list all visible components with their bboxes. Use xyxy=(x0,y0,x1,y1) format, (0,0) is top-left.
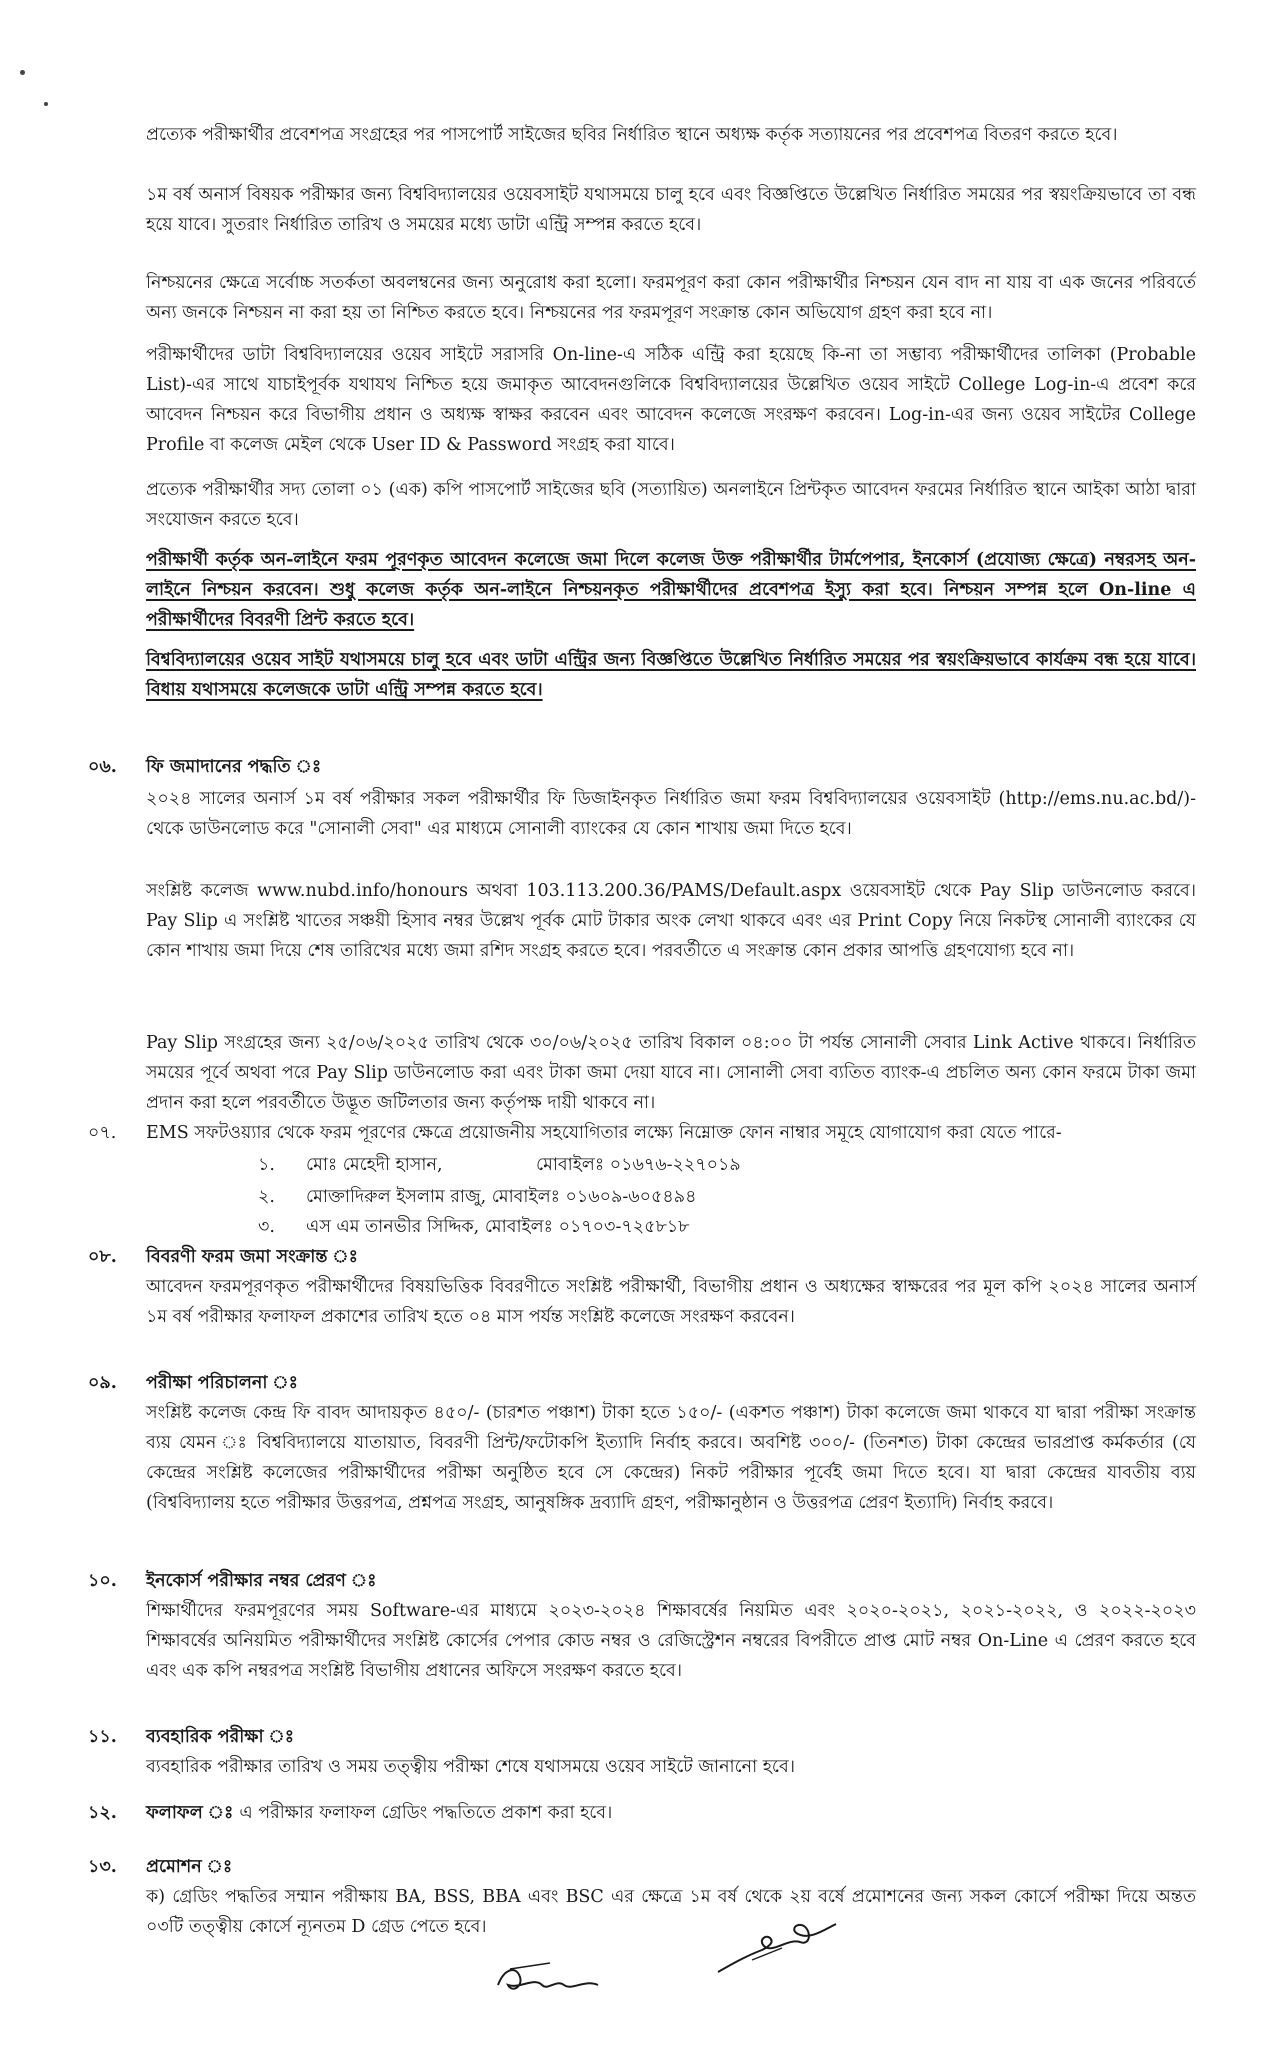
contact-item: ২. মোক্তাদিরুল ইসলাম রাজু, মোবাইলঃ ০১৬০৯-৬০৫৪৯৪ xyxy=(258,1187,697,1207)
section-08-text: আবেদন ফরমপূরণকৃত পরীক্ষার্থীদের বিষয়ভিত্তিক বিবরণীতে সংশ্লিষ্ট পরীক্ষার্থী, বিভাগীয় প্রধান ও অধ্যক্ষের স্বাক্ষরের পর মূল কপি ২০২৪ সালের অনার্স ১ম বর্ষ পরীক্ষার ফলাফল প্রকাশের তারিখ হতে ০৪ মাস পর্যন্ত সংশ্লিষ্ট কলেজে সংরক্ষণ করবেন। xyxy=(146,1277,1196,1327)
section-11-heading xyxy=(88,1722,294,1752)
signature-right xyxy=(712,1912,862,1987)
section-13-heading xyxy=(88,1852,232,1882)
paragraph-online-data-check: পরীক্ষার্থীদের ডাটা বিশ্ববিদ্যালয়ের ওয়েব সাইটে সরাসরি On-line-এ সঠিক এন্ট্রি করা হয়েছে কি-না তা সম্ভাব্য পরীক্ষার্থীদের তালিকা (Probable List)-এর সাথে যাচাইপূর্বক যথাযথ নিশ্চিত হয়ে জমাকৃত আবেদনগুলিকে বিশ্ববিদ্যালয়ের উল্লেখিত ওয়েব সাইটে College Log-in-এ প্রবেশ করে আবেদন নিশ্চয়ন করে বিভাগীয় প্রধান ও অধ্যক্ষ স্বাক্ষর করবেন এবং আবেদন কলেজে সংরক্ষণ করবেন। Log-in-এর জন্য ওয়েব সাইটের College Profile বা কলেজ মেইল থেকে User ID & Password সংগ্রহ করা যাবে। xyxy=(146,345,1196,455)
signature-left xyxy=(490,1955,610,2005)
contact-name: এস এম তানভীর সিদ্দিক, xyxy=(306,1217,480,1237)
section-number: ১১. xyxy=(88,1727,117,1747)
section-title: ফি জমাদানের পদ্ধতি ঃ xyxy=(146,757,322,777)
section-number: ০৭. xyxy=(88,1123,117,1143)
section-number: ০৮. xyxy=(88,1247,117,1267)
section-06-paragraph-a: ২০২৪ সালের অনার্স ১ম বর্ষ পরীক্ষার সকল পরীক্ষার্থীর ফি ডিজাইনকৃত নির্ধারিত জমা ফরম বিশ্ববিদ্যালয়ের ওয়েবসাইট (http://ems.nu.ac.bd/)-থেকে ডাউনলোড করে "সোনালী সেবা" এর মাধ্যমে সোনালী ব্যাংকের যে কোন শাখায় জমা দিতে হবে। xyxy=(146,789,1196,839)
section-06-heading xyxy=(88,752,321,782)
paragraph-website-deadline: ১ম বর্ষ অনার্স বিষয়ক পরীক্ষার জন্য বিশ্ববিদ্যালয়ের ওয়েবসাইট যথাসময়ে চালু হবে এবং বিজ্ঞপ্তিতে উল্লেখিত নির্ধারিত সময়ের পর স্বয়ংক্রিয়ভাবে তা বন্ধ হয়ে যাবে। সুতরাং নির্ধারিত তারিখ ও সময়ের মধ্যে ডাটা এন্ট্রি সম্পন্ন করতে হবে। xyxy=(146,185,1196,235)
contact-item: ৩. এস এম তানভীর সিদ্দিক, মোবাইলঃ ০১৭০৩-৭২৫৮১৮ xyxy=(258,1217,690,1237)
paragraph-admit-card-photo: প্রত্যেক পরীক্ষার্থীর প্রবেশপত্র সংগ্রহের পর পাসপোর্ট সাইজের ছবির নির্ধারিত স্থানে অধ্যক্ষ কর্তৃক সত্যায়নের পর প্রবেশপত্র বিতরণ করতে হবে। xyxy=(146,125,1118,145)
scan-speck xyxy=(44,102,48,106)
section-08-heading xyxy=(88,1242,358,1272)
section-title: পরীক্ষা পরিচালনা ঃ xyxy=(146,1373,299,1393)
paragraph-confirmation-caution: নিশ্চয়নের ক্ষেত্রে সর্বোচ্চ সতর্কতা অবলম্বনের জন্য অনুরোধ করা হলো। ফরমপূরণ করা কোন পরীক্ষার্থীর নিশ্চয়ন যেন বাদ না যায় বা এক জনের পরিবর্তে অন্য জনকে নিশ্চয়ন না করা হয় তা নিশ্চিত করতে হবে। নিশ্চয়নের পর ফরমপূরণ সংক্রান্ত কোন অভিযোগ গ্রহণ করা হবে না। xyxy=(146,273,1196,323)
section-11-text: ব্যবহারিক পরীক্ষার তারিখ ও সময় তত্ত্বীয় পরীক্ষা শেষে যথাসময়ে ওয়েব সাইটে জানানো হবে। xyxy=(146,1757,795,1777)
section-12-heading xyxy=(88,1798,612,1828)
section-number: ০৬. xyxy=(88,757,117,777)
section-13-text: ক) গ্রেডিং পদ্ধতির সম্মান পরীক্ষায় BA, BSS, BBA এবং BSC এর ক্ষেত্রে ১ম বর্ষ থেকে ২য় বর্ষে প্রমোশনের জন্য সকল কোর্সে পরীক্ষা দিয়ে অন্তত ০৩টি তত্ত্বীয় কোর্সে ন্যূনতম D গ্রেড পেতে হবে। xyxy=(146,1887,1196,1937)
section-12-text: এ পরীক্ষার ফলাফল গ্রেডিং পদ্ধতিতে প্রকাশ করা হবে। xyxy=(239,1803,613,1823)
section-06-paragraph-c: Pay Slip সংগ্রহের জন্য ২৫/০৬/২০২৫ তারিখ থেকে ৩০/০৬/২০২৫ তারিখ বিকাল ০৪:০০ টা পর্যন্ত সোনালী সেবার Link Active থাকবে। নির্ধারিত সময়ের পূর্বে অথবা পরে Pay Slip ডাউনলোড করা এবং টাকা জমা দেয়া যাবে না। সোনালী সেবা ব্যতিত ব্যাংক-এ প্রচলিত অন্য কোন ফরমে টাকা জমা প্রদান করা হলে পরবর্তীতে উদ্ভূত জটিলতার জন্য কর্তৃপক্ষ দায়ী থাকবে না। xyxy=(146,1033,1196,1113)
section-09-heading xyxy=(88,1368,298,1398)
contact-phone: মোবাইলঃ ০১৬০৯-৬০৫৪৯৪ xyxy=(491,1187,697,1207)
section-title: ইনকোর্স পরীক্ষার নম্বর প্রেরণ ঃ xyxy=(146,1571,377,1591)
section-06-paragraph-b: সংশ্লিষ্ট কলেজ www.nubd.info/honours অথবা 103.113.200.36/PAMS/Default.aspx ওয়েবসাইট থেকে Pay Slip ডাউনলোড করবে। Pay Slip এ সংশ্লিষ্ট খাতের সঞ্চয়ী হিসাব নম্বর উল্লেখ পূর্বক মোট টাকার অংক লেখা থাকবে এবং এর Print Copy নিয়ে নিকটস্থ সোনালী ব্যাংকের যে কোন শাখায় জমা দিয়ে শেষ তারিখের মধ্যে জমা রশিদ সংগ্রহ করতে হবে। পরবর্তীতে এ সংক্রান্ত কোন প্রকার আপত্তি গ্রহণযোগ্য হবে না। xyxy=(146,881,1196,961)
section-07-heading xyxy=(88,1118,1196,1148)
scan-speck xyxy=(20,70,25,75)
section-10-heading xyxy=(88,1566,376,1596)
section-title: ফলাফল ঃ xyxy=(146,1803,234,1823)
section-number: ০৯. xyxy=(88,1373,117,1393)
paragraph-online-confirmation: পরীক্ষার্থী কর্তৃক অন-লাইনে ফরম পূরণকৃত আবেদন কলেজে জমা দিলে কলেজ উক্ত পরীক্ষার্থীর টার্মপেপার, ইনকোর্স (প্রযোজ্য ক্ষেত্রে) নম্বরসহ অন-লাইনে নিশ্চয়ন করবেন। শুধু কলেজ কর্তৃক অন-লাইনে নিশ্চয়নকৃত পরীক্ষার্থীদের প্রবেশপত্র ইস্যু করা হবে। নিশ্চয়ন সম্পন্ন হলে On-line এ পরীক্ষার্থীদের বিবরণী প্রিন্ট করতে হবে। xyxy=(146,550,1196,630)
section-title: প্রমোশন ঃ xyxy=(146,1857,233,1877)
section-number: ১৩. xyxy=(88,1857,117,1877)
contact-phone: মোবাইলঃ ০১৭০৩-৭২৫৮১৮ xyxy=(484,1217,690,1237)
section-title: বিবরণী ফরম জমা সংক্রান্ত ঃ xyxy=(146,1247,358,1267)
paragraph-passport-photo: প্রত্যেক পরীক্ষার্থীর সদ্য তোলা ০১ (এক) কপি পাসপোর্ট সাইজের ছবি (সত্যায়িত) অনলাইনে প্রিন্টকৃত আবেদন ফরমের নির্ধারিত স্থানে আইকা আঠা দ্বারা সংযোজন করতে হবে। xyxy=(146,480,1196,530)
contact-name: মোঃ মেহেদী হাসান, xyxy=(306,1155,443,1175)
contact-phone: মোবাইলঃ ০১৬৭৬-২২৭০১৯ xyxy=(536,1155,741,1175)
section-number: ১০. xyxy=(88,1571,117,1591)
section-07-text: EMS সফটওয়্যার থেকে ফরম পূরণের ক্ষেত্রে প্রয়োজনীয় সহযোগিতার লক্ষ্যে নিম্নোক্ত ফোন নাম্বার সমূহে যোগাযোগ করা যেতে পারে- xyxy=(146,1123,1062,1143)
section-10-text: শিক্ষার্থীদের ফরমপূরণের সময় Software-এর মাধ্যমে ২০২৩-২০২৪ শিক্ষাবর্ষের নিয়মিত এবং ২০২০-২০২১, ২০২১-২০২২, ও ২০২২-২০২৩ শিক্ষাবর্ষের অনিয়মিত পরীক্ষার্থীদের সংশ্লিষ্ট কোর্সের পেপার কোড নম্বর ও রেজিস্ট্রেশন নম্বরের বিপরীতে প্রাপ্ত মোট নম্বর On-Line এ প্রেরণ করতে হবে এবং এক কপি নম্বরপত্র সংশ্লিষ্ট বিভাগীয় প্রধানের অফিসে সংরক্ষণ করতে হবে। xyxy=(146,1601,1196,1681)
section-number: ১২. xyxy=(88,1803,117,1823)
section-title: ব্যবহারিক পরীক্ষা ঃ xyxy=(146,1727,295,1747)
paragraph-website-auto-close: বিশ্ববিদ্যালয়ের ওয়েব সাইট যথাসময়ে চালু হবে এবং ডাটা এন্ট্রির জন্য বিজ্ঞপ্তিতে উল্লেখিত নির্ধারিত সময়ের পর স্বয়ংক্রিয়ভাবে কার্যক্রম বন্ধ হয়ে যাবে। বিধায় যথাসময়ে কলেজকে ডাটা এন্ট্রি সম্পন্ন করতে হবে। xyxy=(146,650,1196,700)
section-09-text: সংশ্লিষ্ট কলেজ কেন্দ্র ফি বাবদ আদায়কৃত ৪৫০/- (চারশত পঞ্চাশ) টাকা হতে ১৫০/- (একশত পঞ্চাশ) টাকা কলেজে জমা থাকবে যা দ্বারা পরীক্ষা সংক্রান্ত ব্যয় যেমন ঃ বিশ্ববিদ্যালয়ে যাতায়াত, বিবরণী প্রিন্ট/ফটোকপি ইত্যাদি নির্বাহ করবে। অবশিষ্ট ৩০০/- (তিনশত) টাকা কেন্দ্রের ভারপ্রাপ্ত কর্মকর্তার (যে কেন্দ্রের সংশ্লিষ্ট কলেজের পরীক্ষার্থীদের পরীক্ষা অনুষ্ঠিত হবে সে কেন্দ্রের) নিকট পরীক্ষার পূর্বেই জমা দিতে হবে। যা দ্বারা কেন্দ্রের যাবতীয় ব্যয় (বিশ্ববিদ্যালয় হতে পরীক্ষার উত্তরপত্র, প্রশ্নপত্র সংগ্রহ, আনুষঙ্গিক দ্রব্যাদি গ্রহণ, পরীক্ষানুষ্ঠান ও উত্তরপত্র প্রেরণ ইত্যাদি) নির্বাহ করবে। xyxy=(146,1403,1196,1513)
contact-name: মোক্তাদিরুল ইসলাম রাজু, xyxy=(306,1187,487,1207)
contact-item: ১. মোঃ মেহেদী হাসান, মোবাইলঃ ০১৬৭৬-২২৭০১৯ xyxy=(258,1150,741,1180)
